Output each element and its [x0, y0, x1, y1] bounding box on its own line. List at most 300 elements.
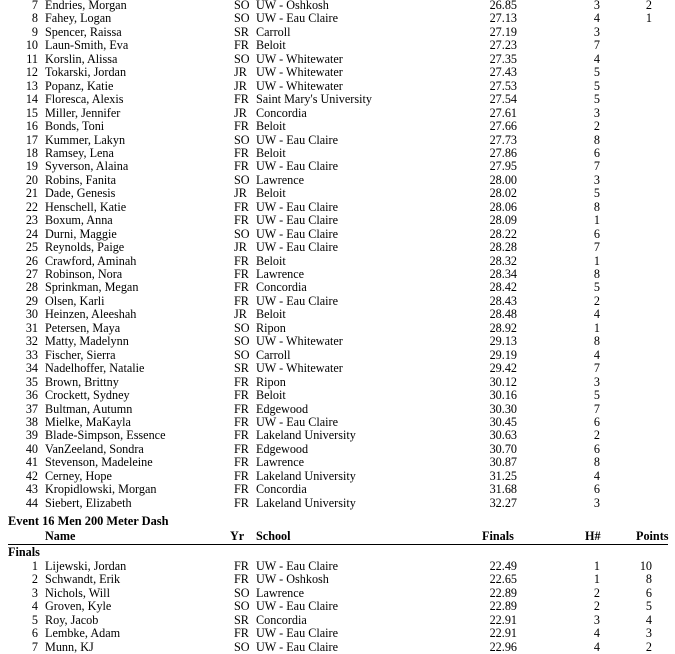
athlete-name: Laun-Smith, Eva: [45, 38, 129, 53]
year-cell: FR: [234, 626, 249, 641]
table-row: [0, 107, 675, 120]
place-cell: 11: [26, 51, 38, 66]
school-cell: Lakeland University: [256, 495, 356, 510]
school-cell: Lawrence: [256, 585, 305, 600]
place-cell: 5: [31, 612, 38, 627]
year-cell: FR: [234, 441, 249, 456]
place-cell: 35: [25, 374, 38, 389]
athlete-name: Matty, Madelynn: [45, 334, 129, 349]
place-cell: 22: [25, 199, 38, 214]
table-row: [0, 483, 675, 496]
athlete-name: Tokarski, Jordan: [45, 65, 127, 80]
school-cell: Lakeland University: [256, 428, 356, 443]
table-row: [0, 174, 675, 187]
table-row: [0, 416, 675, 429]
year-cell: FR: [234, 374, 249, 389]
finals-time: 28.43: [489, 293, 517, 308]
place-cell: 17: [25, 132, 38, 147]
table-row: [0, 497, 675, 510]
year-cell: JR: [234, 186, 247, 201]
athlete-name: Crawford, Aminah: [45, 253, 137, 268]
finals-time: 22.89: [489, 585, 517, 600]
heat-number: 8: [593, 455, 600, 470]
finals-time: 28.42: [489, 280, 517, 295]
finals-time: 28.00: [489, 172, 517, 187]
table-row: [0, 376, 675, 389]
table-row: [0, 560, 675, 573]
place-cell: 3: [31, 585, 38, 600]
place-cell: 16: [25, 119, 38, 134]
finals-time: 29.19: [489, 347, 517, 362]
school-cell: UW - Eau Claire: [256, 414, 339, 429]
points-cell: 1: [645, 11, 652, 26]
heat-number: 7: [593, 159, 600, 174]
place-cell: 10: [25, 38, 38, 53]
heat-number: 6: [593, 145, 600, 160]
heat-number: 3: [593, 24, 600, 39]
table-row: [0, 600, 675, 613]
heat-number: 3: [593, 612, 600, 627]
school-cell: UW - Eau Claire: [256, 199, 339, 214]
year-cell: FR: [234, 199, 249, 214]
place-cell: 44: [25, 495, 38, 510]
year-cell: FR: [234, 92, 249, 107]
finals-time: 30.87: [489, 455, 517, 470]
athlete-name: Sprinkman, Megan: [45, 280, 139, 295]
place-cell: 18: [25, 145, 38, 160]
place-cell: 9: [31, 24, 38, 39]
year-cell: FR: [234, 280, 249, 295]
finals-time: 27.73: [489, 132, 517, 147]
place-cell: 37: [25, 401, 38, 416]
finals-time: 32.27: [489, 495, 517, 510]
school-cell: Ripon: [256, 374, 286, 389]
year-cell: SO: [234, 599, 250, 614]
athlete-name: Boxum, Anna: [45, 213, 113, 228]
athlete-name: Munn, KJ: [45, 639, 94, 654]
year-cell: SO: [234, 334, 250, 349]
table-row: [0, 268, 675, 281]
heat-number: 4: [593, 347, 600, 362]
athlete-name: Ramsey, Lena: [45, 145, 114, 160]
table-row: [0, 53, 675, 66]
table-row: [0, 429, 675, 442]
finals-time: 28.32: [489, 253, 517, 268]
school-cell: Beloit: [256, 388, 286, 403]
table-row: [0, 214, 675, 227]
header-heat: H#: [585, 529, 601, 543]
table-row: [0, 389, 675, 402]
table-row: [0, 641, 675, 654]
school-cell: Edgewood: [256, 441, 309, 456]
athlete-name: Spencer, Raissa: [45, 24, 122, 39]
athlete-name: Fahey, Logan: [45, 11, 112, 26]
school-cell: UW - Eau Claire: [256, 639, 339, 654]
place-cell: 23: [25, 213, 38, 228]
finals-time: 27.13: [489, 11, 517, 26]
place-cell: 7: [31, 639, 38, 654]
place-cell: 21: [25, 186, 38, 201]
table-row: [0, 614, 675, 627]
header-name: Name: [45, 529, 76, 543]
place-cell: 36: [25, 388, 38, 403]
school-cell: UW - Whitewater: [256, 361, 343, 376]
year-cell: FR: [234, 468, 249, 483]
school-cell: Beloit: [256, 38, 286, 53]
table-row: [0, 255, 675, 268]
finals-time: 27.54: [489, 92, 517, 107]
school-cell: UW - Eau Claire: [256, 626, 339, 641]
year-cell: FR: [234, 495, 249, 510]
finals-time: 27.66: [489, 119, 517, 134]
heat-number: 6: [593, 482, 600, 497]
finals-time: 27.86: [489, 145, 517, 160]
heat-number: 1: [593, 572, 600, 587]
heat-number: 4: [593, 11, 600, 26]
table-row: [0, 66, 675, 79]
school-cell: Lawrence: [256, 267, 305, 281]
school-cell: UW - Eau Claire: [256, 599, 339, 614]
school-cell: Beloit: [256, 119, 286, 134]
year-cell: JR: [234, 240, 247, 255]
place-cell: 40: [25, 441, 38, 456]
year-cell: SR: [234, 24, 249, 39]
finals-time: 22.91: [489, 612, 517, 627]
athlete-name: Petersen, Maya: [45, 320, 121, 335]
athlete-name: Bonds, Toni: [45, 119, 105, 134]
place-cell: 33: [25, 347, 38, 362]
place-cell: 34: [25, 361, 38, 376]
heat-number: 5: [593, 92, 600, 107]
heat-number: 2: [593, 293, 600, 308]
school-cell: Beloit: [256, 186, 286, 201]
athlete-name: Brown, Brittny: [45, 374, 119, 389]
finals-time: 30.45: [489, 414, 517, 429]
heat-number: 7: [593, 240, 600, 255]
finals-time: 22.65: [489, 572, 517, 587]
finals-time: 27.95: [489, 159, 517, 174]
school-cell: Beloit: [256, 253, 286, 268]
athlete-name: Lembke, Adam: [45, 626, 121, 641]
finals-time: 28.48: [489, 307, 517, 322]
finals-time: 28.09: [489, 213, 517, 228]
school-cell: Concordia: [256, 612, 307, 627]
finals-time: 28.28: [489, 240, 517, 255]
athlete-name: Heinzen, Aleeshah: [45, 307, 137, 322]
year-cell: FR: [234, 145, 249, 160]
school-cell: UW - Eau Claire: [256, 11, 339, 26]
table-row: [0, 335, 675, 348]
year-cell: FR: [234, 414, 249, 429]
place-cell: 6: [31, 626, 38, 641]
table-row: [0, 26, 675, 39]
place-cell: 41: [25, 455, 38, 470]
place-cell: 8: [31, 11, 38, 26]
finals-time: 28.92: [489, 320, 517, 335]
place-cell: 43: [25, 482, 38, 497]
place-cell: 14: [25, 92, 38, 107]
place-cell: 26: [25, 253, 38, 268]
place-cell: 15: [25, 105, 38, 120]
year-cell: SO: [234, 347, 250, 362]
table-row: [0, 120, 675, 133]
place-cell: 4: [31, 599, 38, 614]
heat-number: 1: [593, 320, 600, 335]
year-cell: SO: [234, 132, 250, 147]
finals-time: 31.68: [489, 482, 517, 497]
header-school: School: [256, 529, 291, 543]
heat-number: 8: [593, 199, 600, 214]
heat-number: 7: [593, 401, 600, 416]
school-cell: UW - Eau Claire: [256, 559, 339, 573]
heat-number: 4: [593, 639, 600, 654]
section-label: Finals: [8, 545, 40, 559]
athlete-name: Lijewski, Jordan: [45, 559, 127, 573]
place-cell: 25: [25, 240, 38, 255]
athlete-name: Blade-Simpson, Essence: [45, 428, 166, 443]
athlete-name: Popanz, Katie: [45, 78, 114, 93]
points-cell: 2: [645, 639, 652, 654]
finals-time: 27.35: [489, 51, 517, 66]
athlete-name: Nadelhoffer, Natalie: [45, 361, 145, 376]
table-row: [0, 187, 675, 200]
school-cell: Saint Mary's University: [256, 92, 372, 107]
table-row: [0, 627, 675, 640]
finals-time: 27.61: [489, 105, 517, 120]
place-cell: 1: [31, 559, 38, 573]
table-row: [0, 308, 675, 321]
heat-number: 3: [593, 0, 600, 12]
heat-number: 5: [593, 65, 600, 80]
school-cell: Lawrence: [256, 172, 305, 187]
points-cell: 3: [645, 626, 652, 641]
year-cell: FR: [234, 401, 249, 416]
place-cell: 2: [31, 572, 38, 587]
year-cell: SO: [234, 320, 250, 335]
athlete-name: Fischer, Sierra: [45, 347, 116, 362]
athlete-name: Schwandt, Erik: [45, 572, 121, 587]
heat-number: 4: [593, 307, 600, 322]
school-cell: UW - Eau Claire: [256, 159, 339, 174]
school-cell: UW - Eau Claire: [256, 226, 339, 241]
table-row: [0, 362, 675, 375]
heat-number: 2: [593, 428, 600, 443]
finals-time: 22.91: [489, 626, 517, 641]
athlete-name: Kropidlowski, Morgan: [45, 482, 157, 497]
finals-time: 28.02: [489, 186, 517, 201]
header-yr: Yr: [230, 529, 245, 543]
heat-number: 1: [593, 213, 600, 228]
table-row: [0, 403, 675, 416]
school-cell: UW - Whitewater: [256, 51, 343, 66]
heat-number: 4: [593, 468, 600, 483]
school-cell: Ripon: [256, 320, 286, 335]
heat-number: 5: [593, 186, 600, 201]
table-row: [0, 295, 675, 308]
year-cell: FR: [234, 572, 249, 587]
place-cell: 24: [25, 226, 38, 241]
place-cell: 30: [25, 307, 38, 322]
year-cell: JR: [234, 105, 247, 120]
school-cell: Concordia: [256, 280, 307, 295]
heat-number: 6: [593, 441, 600, 456]
finals-time: 30.63: [489, 428, 517, 443]
heat-number: 8: [593, 132, 600, 147]
athlete-name: Roy, Jacob: [45, 612, 99, 627]
athlete-name: Robins, Fanita: [45, 172, 117, 187]
athlete-name: Mielke, MaKayla: [45, 414, 131, 429]
school-cell: Beloit: [256, 307, 286, 322]
year-cell: SO: [234, 0, 250, 12]
heat-number: 3: [593, 172, 600, 187]
table-row: [0, 80, 675, 93]
year-cell: FR: [234, 119, 249, 134]
year-cell: FR: [234, 213, 249, 228]
points-cell: 4: [645, 612, 652, 627]
place-cell: 39: [25, 428, 38, 443]
place-cell: 29: [25, 293, 38, 308]
heat-number: 7: [593, 361, 600, 376]
athlete-name: Dade, Genesis: [45, 186, 116, 201]
athlete-name: Groven, Kyle: [45, 599, 112, 614]
heat-number: 4: [593, 51, 600, 66]
school-cell: UW - Whitewater: [256, 78, 343, 93]
finals-time: 28.22: [489, 226, 517, 241]
table-row: [0, 201, 675, 214]
header-finals: Finals: [482, 529, 514, 543]
points-cell: 5: [645, 599, 652, 614]
school-cell: UW - Oshkosh: [256, 0, 329, 12]
athlete-name: VanZeeland, Sondra: [45, 441, 144, 456]
year-cell: SO: [234, 51, 250, 66]
place-cell: 27: [25, 267, 38, 281]
table-row: [0, 573, 675, 586]
athlete-name: Kummer, Lakyn: [45, 132, 126, 147]
athlete-name: Henschell, Katie: [45, 199, 127, 214]
athlete-name: Robinson, Nora: [45, 267, 123, 281]
heat-number: 8: [593, 267, 600, 281]
place-cell: 42: [25, 468, 38, 483]
athlete-name: Floresca, Alexis: [45, 92, 124, 107]
finals-time: 27.53: [489, 78, 517, 93]
school-cell: UW - Eau Claire: [256, 240, 339, 255]
place-cell: 38: [25, 414, 38, 429]
event-title: Event 16 Men 200 Meter Dash: [8, 514, 169, 528]
heat-number: 1: [593, 559, 600, 573]
finals-time: 30.16: [489, 388, 517, 403]
header-divider: [8, 544, 668, 545]
athlete-name: Syverson, Alaina: [45, 159, 129, 174]
heat-number: 5: [593, 280, 600, 295]
year-cell: FR: [234, 455, 249, 470]
school-cell: Concordia: [256, 482, 307, 497]
school-cell: UW - Eau Claire: [256, 132, 339, 147]
athlete-name: Miller, Jennifer: [45, 105, 121, 120]
athlete-name: Endries, Morgan: [45, 0, 127, 12]
table-row: [0, 93, 675, 106]
finals-time: 30.70: [489, 441, 517, 456]
finals-time: 30.30: [489, 401, 517, 416]
school-cell: UW - Eau Claire: [256, 293, 339, 308]
table-row: [0, 587, 675, 600]
year-cell: FR: [234, 388, 249, 403]
table-row: [0, 281, 675, 294]
finals-time: 27.43: [489, 65, 517, 80]
table-row: [0, 470, 675, 483]
school-cell: Lawrence: [256, 455, 305, 470]
points-cell: 8: [645, 572, 652, 587]
heat-number: 2: [593, 585, 600, 600]
table-row: [0, 228, 675, 241]
finals-time: 29.42: [489, 361, 517, 376]
table-row: [0, 39, 675, 52]
school-cell: UW - Whitewater: [256, 65, 343, 80]
year-cell: JR: [234, 78, 247, 93]
heat-number: 7: [593, 38, 600, 53]
place-cell: 7: [31, 0, 38, 12]
place-cell: 12: [25, 65, 38, 80]
year-cell: SO: [234, 11, 250, 26]
year-cell: SO: [234, 172, 250, 187]
year-cell: FR: [234, 293, 249, 308]
athlete-name: Siebert, Elizabeth: [45, 495, 132, 510]
school-cell: UW - Oshkosh: [256, 572, 329, 587]
table-row: [0, 147, 675, 160]
year-cell: FR: [234, 559, 249, 573]
finals-time: 31.25: [489, 468, 517, 483]
table-row: [0, 12, 675, 25]
finals-time: 22.49: [489, 559, 517, 573]
heat-number: 2: [593, 599, 600, 614]
column-header-row: [0, 529, 675, 543]
school-cell: Beloit: [256, 145, 286, 160]
table-row: [0, 322, 675, 335]
year-cell: FR: [234, 253, 249, 268]
table-row: [0, 160, 675, 173]
school-cell: UW - Whitewater: [256, 334, 343, 349]
year-cell: FR: [234, 38, 249, 53]
points-cell: 6: [645, 585, 652, 600]
heat-number: 1: [593, 253, 600, 268]
finals-time: 28.34: [489, 267, 517, 281]
athlete-name: Nichols, Will: [45, 585, 110, 600]
table-row: [0, 443, 675, 456]
header-points: Points: [636, 529, 669, 543]
year-cell: FR: [234, 428, 249, 443]
heat-number: 6: [593, 226, 600, 241]
year-cell: JR: [234, 65, 247, 80]
table-row: [0, 134, 675, 147]
athlete-name: Reynolds, Paige: [45, 240, 125, 255]
school-cell: Carroll: [256, 347, 291, 362]
finals-time: 26.85: [489, 0, 517, 12]
year-cell: SO: [234, 226, 250, 241]
heat-number: 8: [593, 334, 600, 349]
table-row: [0, 241, 675, 254]
table-row: [0, 349, 675, 362]
heat-number: 3: [593, 105, 600, 120]
finals-time: 29.13: [489, 334, 517, 349]
school-cell: Concordia: [256, 105, 307, 120]
athlete-name: Durni, Maggie: [45, 226, 117, 241]
athlete-name: Crockett, Sydney: [45, 388, 130, 403]
year-cell: SR: [234, 612, 249, 627]
place-cell: 31: [25, 320, 38, 335]
year-cell: SR: [234, 361, 249, 376]
points-cell: 10: [639, 559, 652, 573]
heat-number: 6: [593, 414, 600, 429]
finals-time: 28.06: [489, 199, 517, 214]
